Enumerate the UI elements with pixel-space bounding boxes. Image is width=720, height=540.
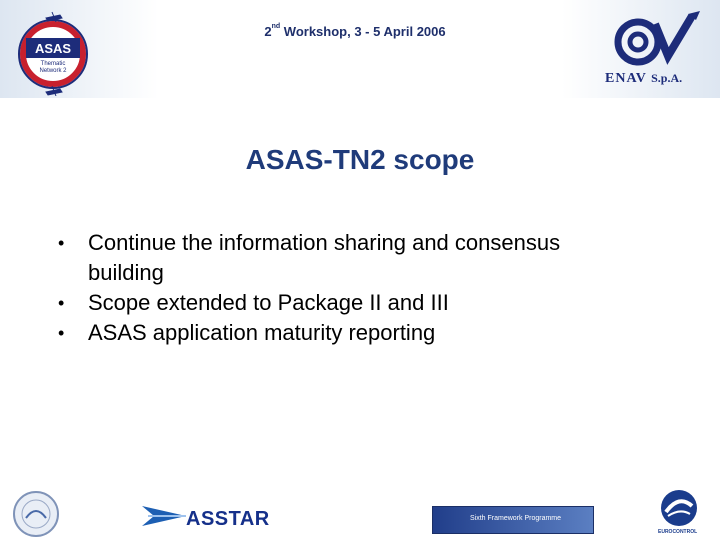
slide-title: ASAS-TN2 scope (245, 144, 475, 175)
round-emblem-logo (10, 490, 62, 538)
fp6-label: Sixth Framework Programme (470, 515, 562, 522)
bullet-text: Continue the information sharing and consensus building (88, 230, 561, 285)
asstar-logo: ASSTAR (186, 508, 270, 530)
bullet-list (58, 228, 628, 348)
bullet-dot-icon: • (58, 233, 65, 253)
asstar-emblem-icon (140, 502, 190, 530)
bullet-dot-icon: • (58, 293, 65, 313)
bullet-item (58, 228, 628, 288)
enav-name: ENAV (605, 71, 647, 86)
enav-suffix: S.p.A. (651, 71, 683, 85)
workshop-details: Workshop, 3 - 5 April 2006 (280, 24, 446, 39)
workshop-heading (200, 24, 510, 39)
bullet-dot-icon: • (58, 323, 65, 343)
asas-logo-text: ASAS (34, 41, 72, 56)
eurocontrol-logo (656, 488, 702, 528)
workshop-ordinal-suffix: nd (271, 22, 281, 30)
bullet-item (58, 318, 628, 348)
asas-tn2-logo (8, 8, 108, 96)
asas-logo-thematic: Thematic (40, 61, 66, 67)
bullet-text: ASAS application maturity reporting (88, 320, 436, 345)
bullet-text: Scope extended to Package II and III (88, 290, 449, 315)
enav-wordmark (605, 71, 715, 87)
bullet-item (58, 288, 628, 318)
asas-logo-network: Network 2 (39, 68, 67, 74)
eurocontrol-label: EUROCONTROL (658, 529, 698, 535)
workshop-ordinal: 2 (264, 24, 272, 39)
